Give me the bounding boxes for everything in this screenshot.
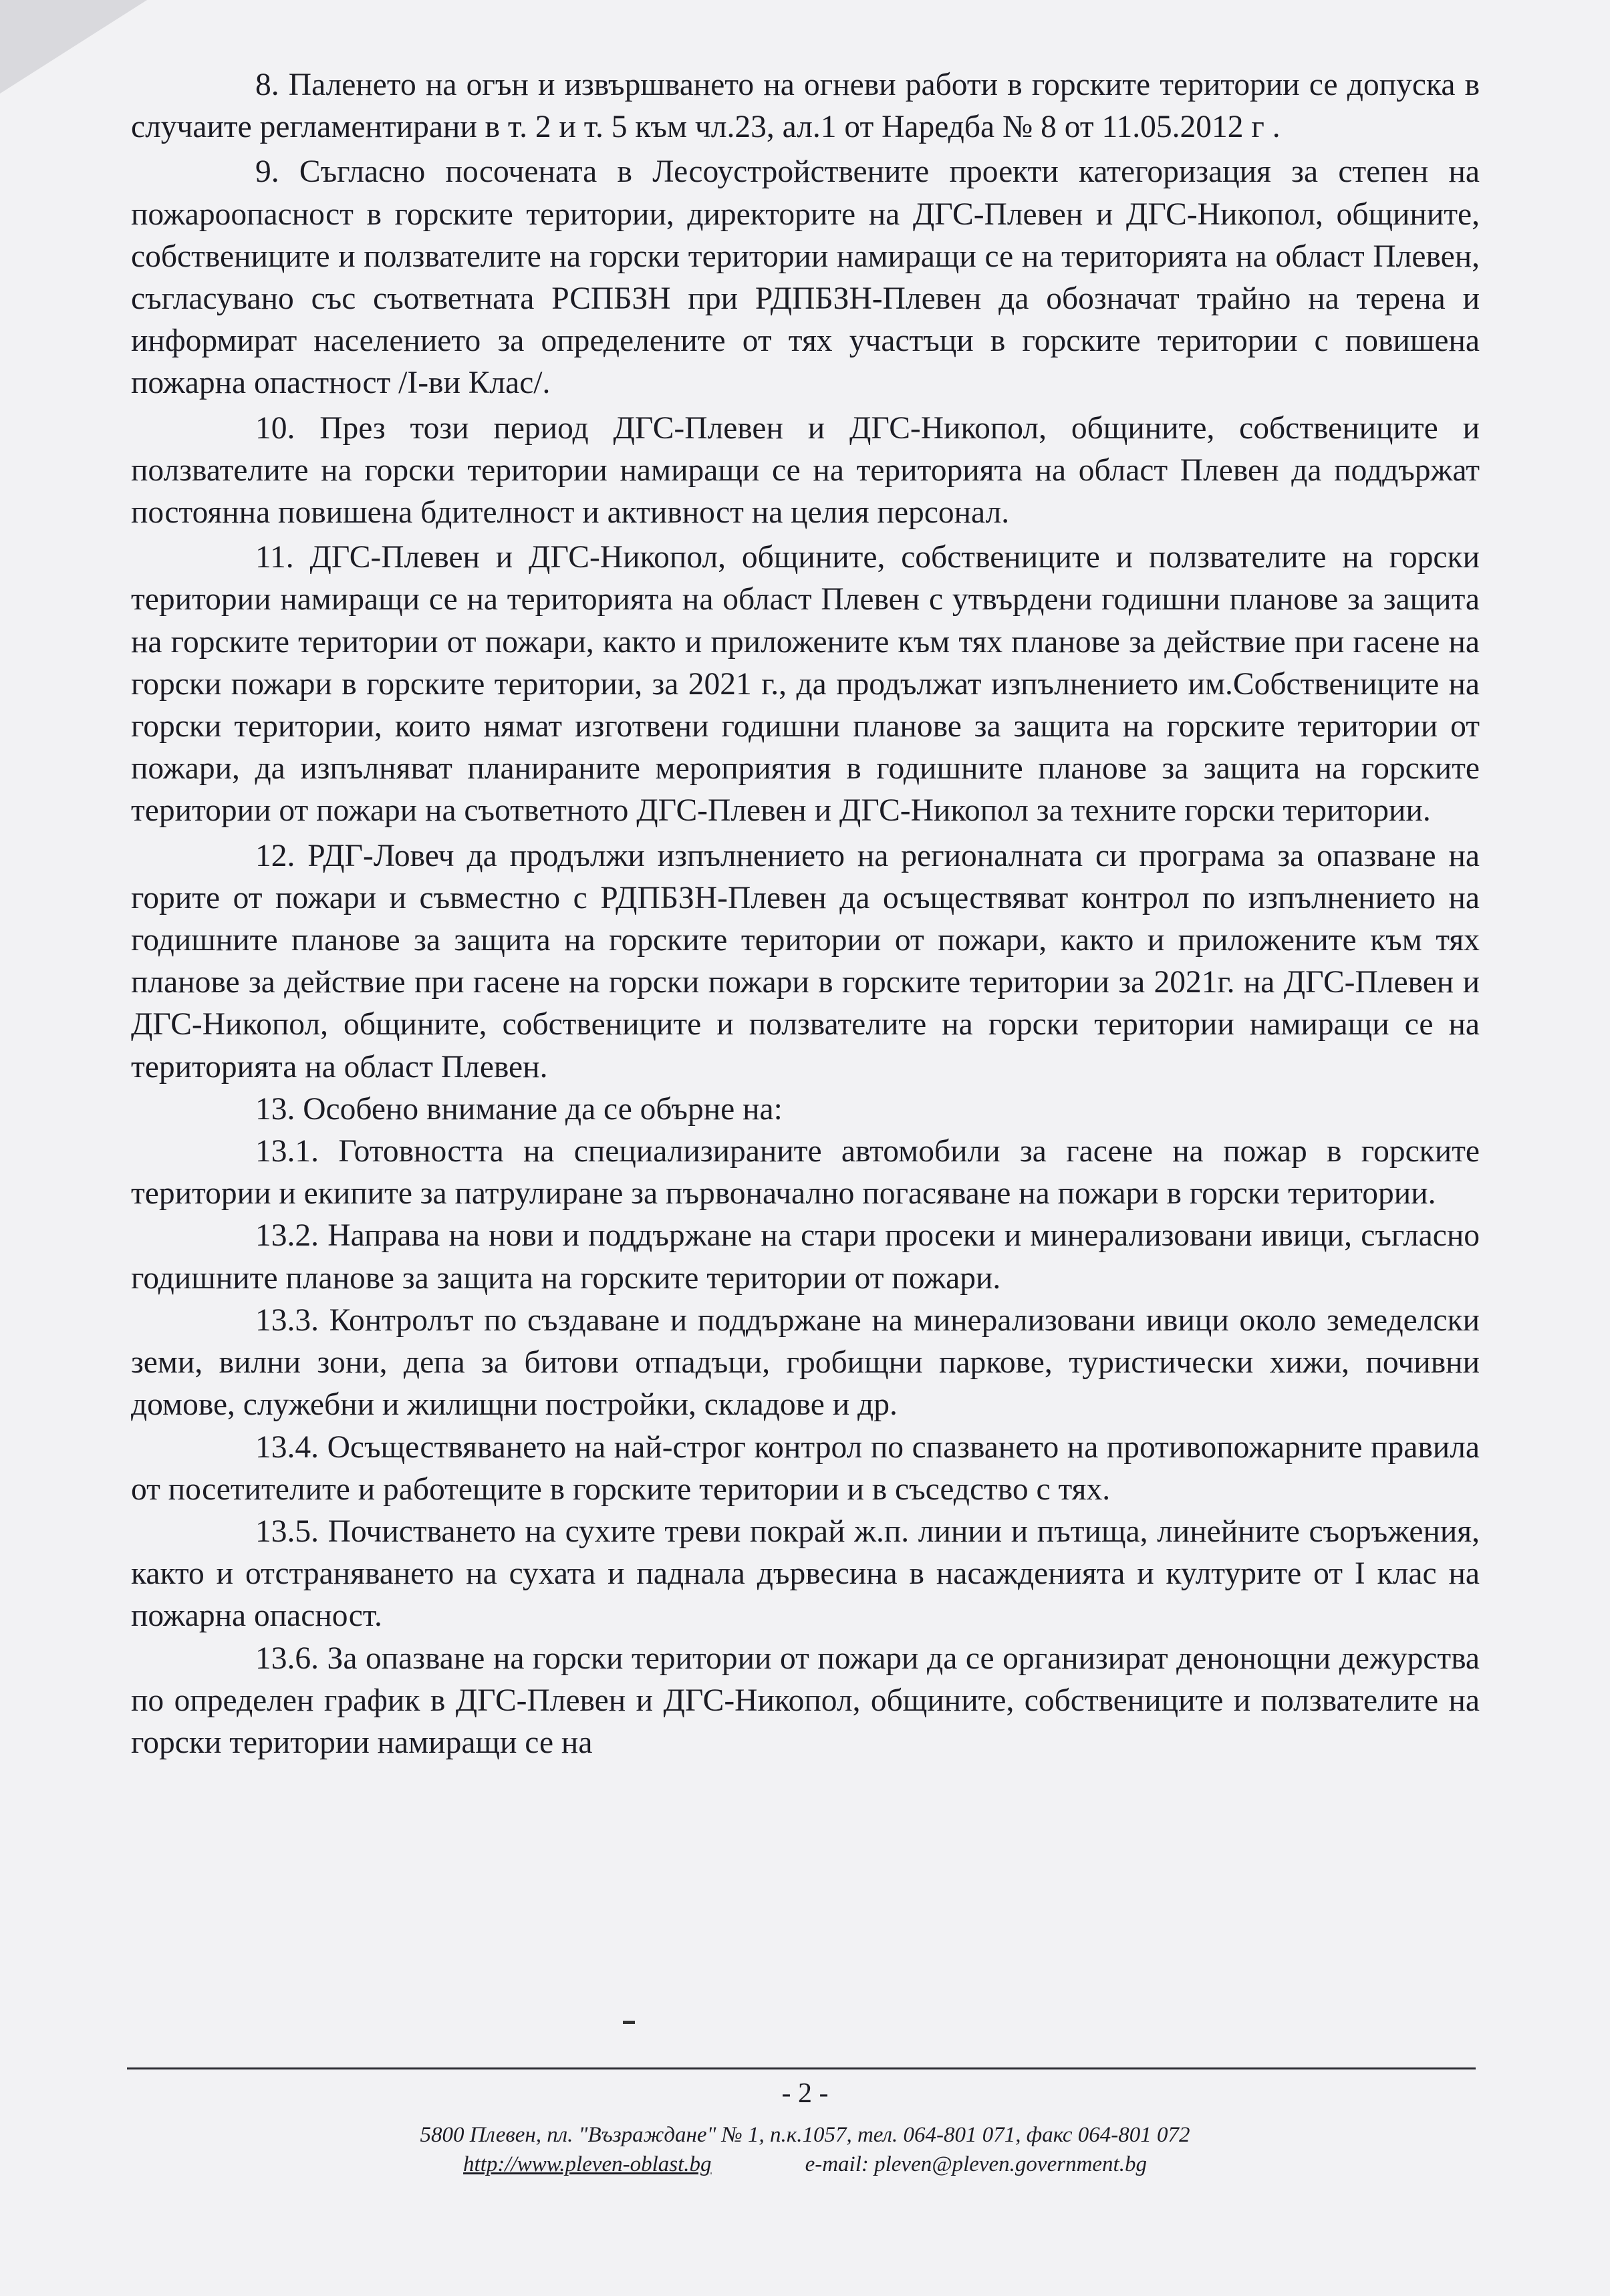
stray-mark	[623, 2021, 635, 2024]
footer-address: 5800 Плевен, пл. "Възраждане" № 1, п.к.1057, тел. 064-801 071, факс 064-801 072	[420, 2123, 1190, 2147]
paragraph-8: 8. Паленето на огън и извършването на огневи работи в горските територии се допуска в случаите регламентирани в т. 2 и т. 5 към чл.23, ал.1 от Наредба № 8 от 11.05.2012 г .	[131, 67, 1480, 145]
paragraph-11: 11. ДГС-Плевен и ДГС-Никопол, общините, собствениците и ползвателите на горски територии намиращи се на територията на област Плевен с утвърдени годишни планове за защита на горските територии от пожари, както и приложените към тях планове за действие при гасене на горски пожари в горските територии, за 2021 г., да продължат изпълнението им.Собствениците на горски територии, които нямат изготвени годишни планове за защита на горските територии от пожари, да изпълняват планираните мероприятия в годишните планове за защита на горските територии от пожари на съответното ДГС-Плевен и ДГС-Никопол за техните горски територии.	[131, 540, 1480, 829]
folded-corner-shadow	[0, 0, 147, 94]
footer-divider	[127, 2067, 1476, 2069]
paragraph-13-4: 13.4. Осъществяването на най-строг контрол по спазването на противопожарните правила от посетителите и работещите в горските територии и в съседство с тях.	[131, 1429, 1480, 1507]
paragraph-13-5: 13.5. Почистването на сухите треви покрай ж.п. линии и пътища, линейните съоръжения, както и отстраняването на сухата и паднала дървесина в насажденията и културите от І клас на пожарна опасност.	[131, 1514, 1480, 1634]
paragraph-13: 13. Особено внимание да се обърне на:	[255, 1091, 783, 1127]
website-link[interactable]: http://www.pleven-oblast.bg	[463, 2152, 712, 2176]
paragraph-9: 9. Съгласно посочената в Лесоустройствените проекти категоризация за степен на пожароопасност в горските територии, директорите на ДГС-Плевен и ДГС-Никопол, общините, собствениците и ползвателите на горски територии намиращи се на територията на област Плевен, съгласувано със съответната РСПБЗН при РДПБЗН-Плевен да обозначат трайно на терена и информират населението за определените от тях участъци в горските територии с повишена пожарна опастност /І-ви Клас/.	[131, 154, 1480, 401]
paragraph-13-2: 13.2. Направа на нови и поддържане на стари просеки и минерализовани ивици, съгласно годишните планове за защита на горските територии от пожари.	[131, 1218, 1480, 1296]
document-body	[131, 64, 1480, 1764]
footer-contacts	[0, 2150, 1610, 2178]
paragraph-12: 12. РДГ-Ловеч да продължи изпълнението на регионалната си програма за опазване на горите от пожари и съвместно с РДПБЗН-Плевен да осъществяват контрол по изпълнението на годишните планове за защита на горските територии от пожари, както и приложените към тях планове за действие при гасене на горски пожари в горските територии за 2021г. на ДГС-Плевен и ДГС-Никопол, общините, собствениците и ползвателите на горски територии намиращи се на територията на област Плевен.	[131, 838, 1480, 1085]
paragraph-13-1: 13.1. Готовността на специализираните автомобили за гасене на пожар в горските територии и екипите за патрулиране за първоначално погасяване на пожари в горски територии.	[131, 1134, 1480, 1211]
paragraph-13-3: 13.3. Контролът по създаване и поддържане на минерализовани ивици около земеделски земи, вилни зони, депа за битови отпадъци, гробищни паркове, туристически хижи, почивни домове, служебни и жилищни постройки, складове и др.	[131, 1302, 1480, 1423]
paragraph-10: 10. През този период ДГС-Плевен и ДГС-Никопол, общините, собствениците и ползвателите на горски територии намиращи се на територията на област Плевен да поддържат постоянна повишена бдителност и активност на целия персонал.	[131, 410, 1480, 531]
page-number: - 2 -	[781, 2078, 829, 2109]
paragraph-13-6: 13.6. За опазване на горски територии от пожари да се организират денонощни дежурства по определен график в ДГС-Плевен и ДГС-Никопол, общините, собствениците и ползвателите на горски територии намиращи се на	[131, 1640, 1480, 1760]
email-text: e-mail: pleven@pleven.government.bg	[805, 2152, 1147, 2176]
